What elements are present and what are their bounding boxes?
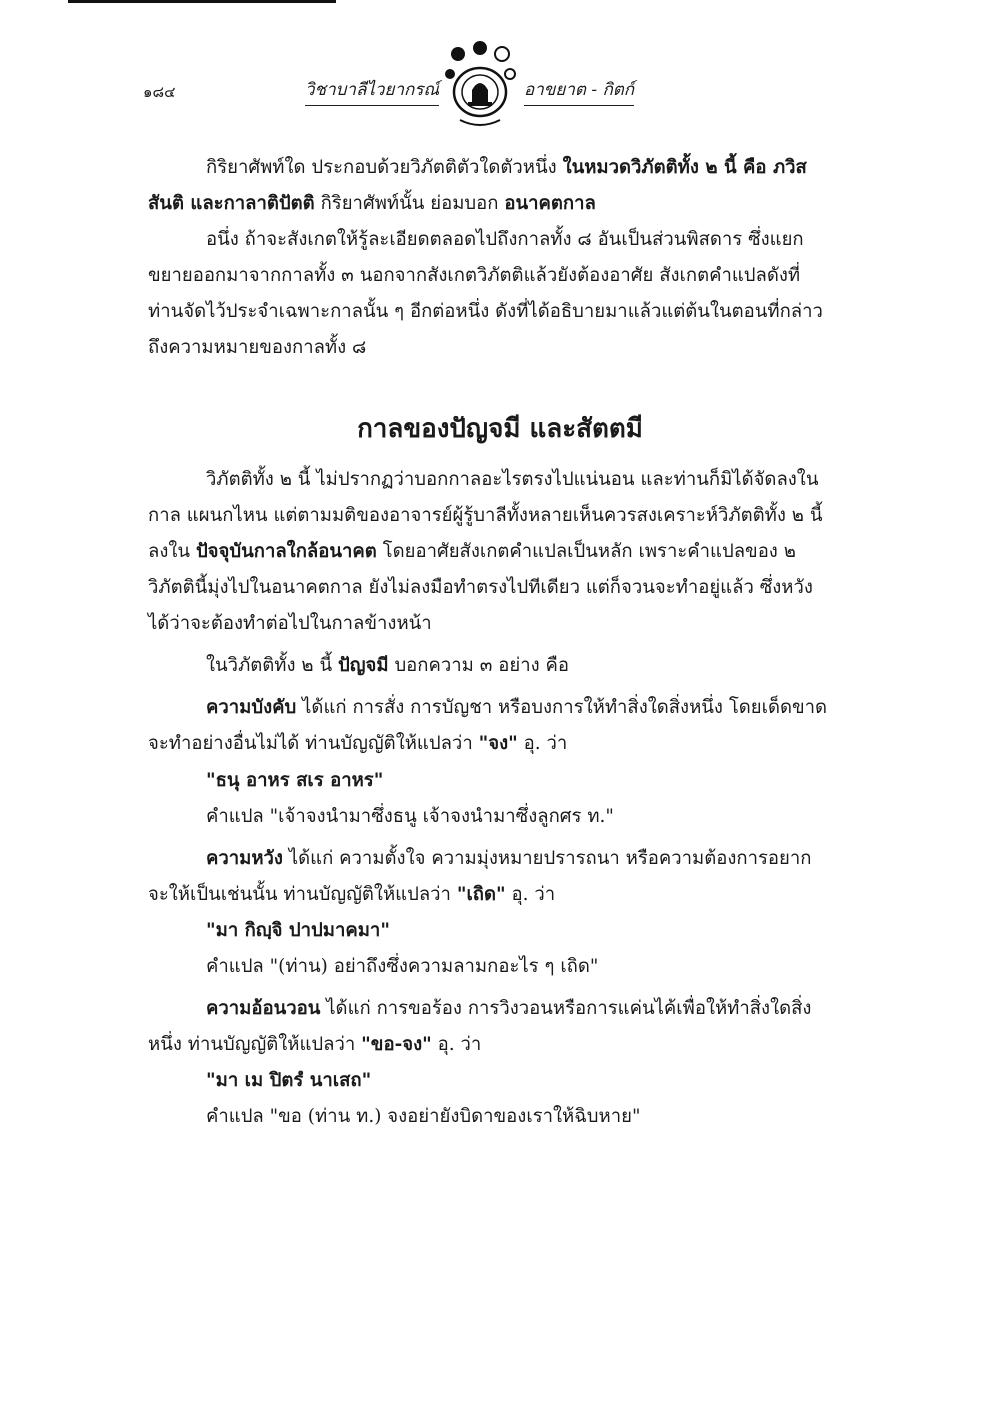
item-tail: อุ. ว่า: [517, 733, 568, 755]
item-desc: ได้แก่ การสั่ง การบัญชา หรือบงการให้ทำสิ่งใดสิ่งหนึ่ง โดยเด็ดขาด จะทำอย่างอื่นไม่ได้ ท่านบัญญัติให้แปลว่า: [148, 697, 828, 755]
text-run: โดยอาศัยสังเกตคำแปลเป็นหลัก เพราะคำแปลของ ๒ วิภัตตินี้มุ่งไปในอนาคตกาล ยังไม่ลงมือทำตรงไปทีเดียว แต่ก็จวนจะทำอยู่แล้ว ซึ่งหวังได้ว่าจะต้องทำต่อไปในกาลข้างหน้า: [148, 541, 813, 635]
text-run: กิริยาศัพท์ใด ประกอบด้วยวิภัตติตัวใดตัวหนึ่ง: [206, 157, 563, 178]
item-word: "จง": [478, 733, 518, 755]
intro-text: [148, 150, 830, 366]
item-translation: คำแปล "ขอ (ท่าน ท.) จงอย่ายังบิดาของเราให้ฉิบหาย": [206, 1106, 641, 1128]
section-paragraph-2: [148, 648, 830, 684]
text-run: บอกความ ๓ อย่าง คือ: [388, 655, 569, 677]
bold-run: ในหมวดวิภัตติทั้ง ๒ นี้ คือ ภวิสสันติ และกาลาติปัตติ: [148, 157, 807, 215]
item-translation: คำแปล "(ท่าน) อย่าถึงซึ่งความลามกอะไร ๆ เถิด": [206, 955, 599, 977]
top-rule: [68, 0, 336, 3]
item-paragraph: [148, 991, 830, 1063]
item-paragraph: [148, 690, 830, 762]
item-tail: อุ. ว่า: [505, 883, 556, 905]
header-right-title: อาขยาต - กิตก์: [524, 76, 634, 106]
item-example: "มา เม ปิตรํ นาเสถ": [206, 1070, 372, 1091]
item-word: "ขอ-จง": [361, 1033, 432, 1055]
page-number: ๑๘๔: [143, 83, 176, 101]
bold-run: ปัญจมี: [338, 655, 389, 677]
item-tail: อุ. ว่า: [431, 1033, 482, 1055]
item-example: "มา กิญฺจิ ปาปมาคมา": [206, 919, 390, 941]
item-term: ความอ้อนวอน: [206, 997, 321, 1019]
intro-paragraph-1: [148, 150, 830, 222]
item-desc: ได้แก่ การขอร้อง การวิงวอนหรือการแค่นไค้เพื่อให้ทำสิ่งใดสิ่งหนึ่ง ท่านบัญญัติให้แปลว่า: [148, 997, 812, 1055]
intro-paragraph-2: อนึ่ง ถ้าจะสังเกตให้รู้ละเอียดตลอดไปถึงกาลทั้ง ๘ อันเป็นส่วนพิสดาร ซึ่งแยกขยายออกมาจากกาลทั้ง ๓ นอกจากสังเกตวิภัตติแล้วยังต้องอาศัย สังเกตคำแปลดังที่ท่านจัดไว้ประจำเฉพาะกาลนั้น ๆ อีกต่อหนึ่ง ดังที่ได้อธิบายมาแล้วแต่ต้นในตอนที่กล่าวถึงความหมายของกาลทั้ง ๘: [148, 229, 823, 359]
bold-run: อนาคตกาล: [504, 193, 596, 215]
text-run: วิภัตติทั้ง ๒ นี้ ไม่ปรากฏว่าบอกกาลอะไรตรงไปแน่นอน และท่านก็มิได้จัดลงในกาล แผนกไหน แต่ตามมติของอาจารย์ผู้รู้บาลีทั้งหลายเห็นควรสงเคราะห์วิภัตติทั้ง ๒ นี้ลงใน: [148, 469, 823, 563]
item-term: ความหวัง: [206, 847, 283, 869]
item-desc: ได้แก่ ความตั้งใจ ความมุ่งหมายปรารถนา หรือความต้องการอยากจะให้เป็นเช่นนั้น ท่านบัญญัติให้แปลว่า: [148, 847, 812, 905]
section-paragraph-1: [148, 462, 830, 642]
item-word: "เถิด": [456, 883, 506, 905]
item-translation: คำแปล "เจ้าจงนำมาซึ่งธนู เจ้าจงนำมาซึ่งลูกศร ท.": [206, 805, 614, 827]
item-paragraph: [148, 841, 830, 913]
header-left-title: วิชาบาลีไวยากรณ์: [305, 76, 439, 106]
item-example: "ธนุ อาหร สเร อาหร": [206, 769, 384, 791]
bold-run: ปัจจุบันกาลใกล้อนาคต: [195, 541, 377, 563]
section-heading: กาลของปัญจมี และสัตตมี: [357, 414, 643, 444]
item-term: ความบังคับ: [206, 697, 297, 719]
page-header: [0, 28, 1000, 128]
section-text: [148, 462, 830, 1135]
text-run: กิริยาศัพท์นั้น ย่อมบอก: [314, 193, 505, 215]
emblem-icon: [438, 38, 522, 130]
text-run: ในวิภัตติทั้ง ๒ นี้: [206, 655, 339, 677]
